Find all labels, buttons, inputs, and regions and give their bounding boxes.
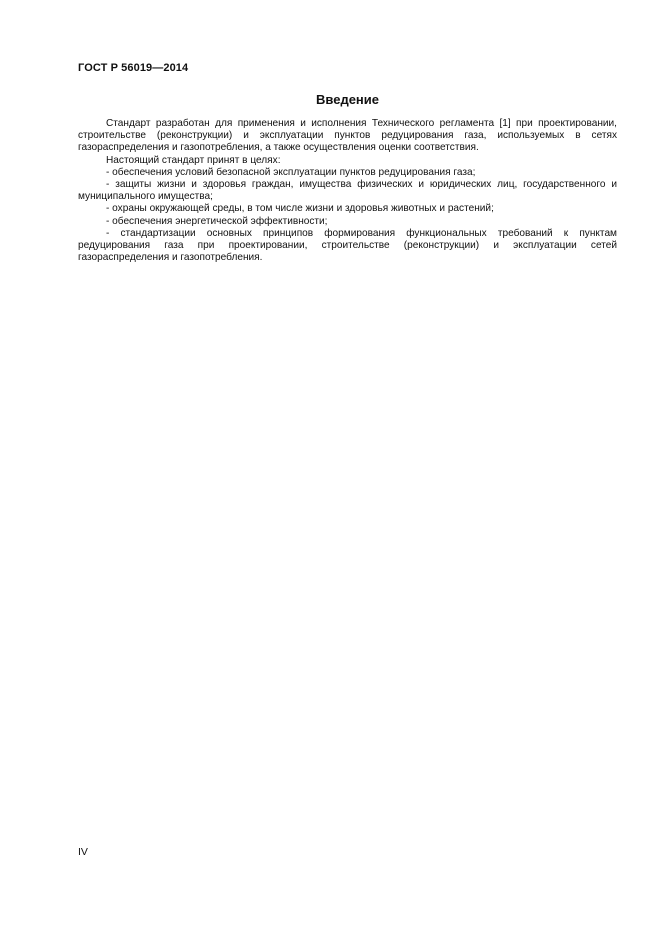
list-item-protection: - защиты жизни и здоровья граждан, имущества физических и юридических лиц, государственного и муниципального имущества; [78, 179, 617, 203]
paragraph-purpose: Стандарт разработан для применения и исполнения Технического регламента [1] при проектировании, строительстве (реконструкции) и эксплуатации пунктов редуцирования газа, используемых в сетях газораспределения и газопотребления, а также осуществления оценки соответствия. [78, 118, 617, 154]
list-item-safety: - обеспечения условий безопасной эксплуатации пунктов редуцирования газа; [106, 166, 476, 178]
list-item-energy-efficiency: - обеспечения энергетической эффективности; [106, 215, 328, 227]
list-item-standardization: - стандартизации основных принципов формирования функциональных требований к пунктам редуцирования газа при проектировании, строительстве (реконструкции) и эксплуатации сетей газораспределения и газопотребления. [78, 227, 617, 264]
page-number: IV [78, 846, 88, 858]
introduction-body [78, 118, 617, 264]
section-title: Введение [316, 92, 379, 107]
list-item-environment: - охраны окружающей среды, в том числе жизни и здоровья животных и растений; [106, 203, 494, 215]
paragraph-goals-intro: Настоящий стандарт принят в целях: [106, 154, 281, 166]
document-id-header: ГОСТ Р 56019—2014 [78, 62, 189, 74]
